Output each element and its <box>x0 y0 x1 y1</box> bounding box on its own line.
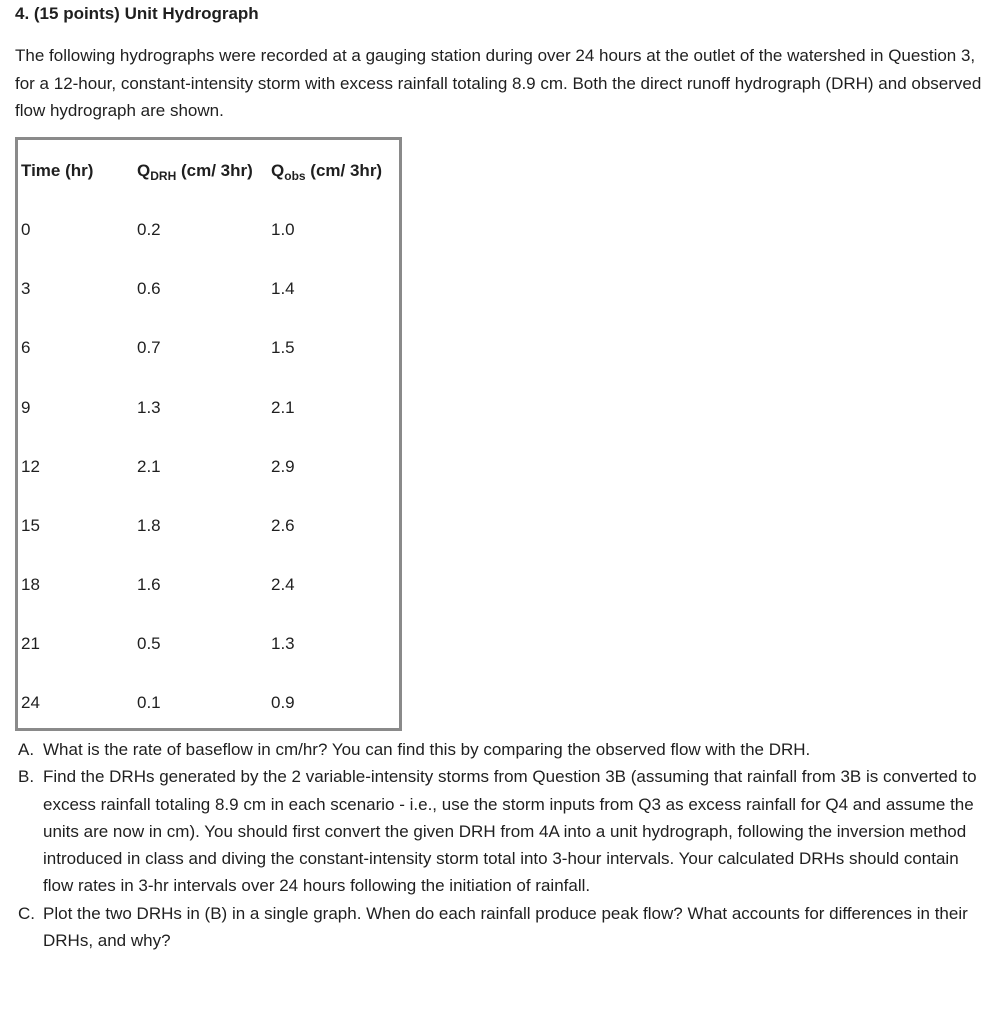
table-row <box>18 693 399 715</box>
question-list <box>15 736 980 954</box>
header-qobs-unit: (cm/ 3hr) <box>305 161 383 180</box>
header-qdrh <box>137 161 253 181</box>
cell-time: 21 <box>21 634 40 653</box>
question-item-c <box>15 900 980 955</box>
question-text: Find the DRHs generated by the 2 variable-intensity storms from Question 3B (assuming that rainfall from 3B is converted to excess rainfall totaling 8.9 cm in each scenario - i.e., use the storm inputs from Q3 as excess rainfall for Q4 and assume the units are now in cm). You should first convert the given DRH from 4A into a unit hydrograph, following the inversion method introduced in class and diving the constant-intensity storm total into 3-hour intervals. Your calculated DRHs should contain flow rates in 3-hr intervals over 24 hours following the initiation of rainfall. <box>43 767 977 896</box>
header-qobs-q: Q <box>271 161 285 180</box>
cell-time: 3 <box>21 279 31 298</box>
cell-qdrh: 1.8 <box>137 516 161 535</box>
header-qdrh-sub: DRH <box>150 169 177 183</box>
table-row <box>18 279 399 301</box>
cell-time: 6 <box>21 338 31 357</box>
cell-qdrh: 0.1 <box>137 693 161 712</box>
cell-time: 12 <box>21 457 40 476</box>
cell-qobs: 1.0 <box>271 220 295 239</box>
header-qobs-sub: obs <box>284 169 306 183</box>
cell-qobs: 0.9 <box>271 693 295 712</box>
header-qdrh-unit: (cm/ 3hr) <box>176 161 253 180</box>
cell-time: 9 <box>21 398 31 417</box>
hydrograph-table <box>15 137 402 731</box>
list-marker: C. <box>18 903 35 923</box>
cell-qobs: 1.5 <box>271 338 295 357</box>
question-heading: 4. (15 points) Unit Hydrograph <box>15 4 259 23</box>
cell-qobs: 2.4 <box>271 575 295 594</box>
table-row <box>18 220 399 242</box>
cell-qdrh: 0.6 <box>137 279 161 298</box>
cell-time: 24 <box>21 693 40 712</box>
list-marker: B. <box>18 767 35 787</box>
table-row <box>18 516 399 538</box>
question-item-b <box>15 763 980 899</box>
table-row <box>18 575 399 597</box>
cell-qdrh: 2.1 <box>137 457 161 476</box>
cell-qobs: 1.3 <box>271 634 295 653</box>
cell-qobs: 2.6 <box>271 516 295 535</box>
cell-qdrh: 1.6 <box>137 575 161 594</box>
cell-time: 18 <box>21 575 40 594</box>
question-text: What is the rate of baseflow in cm/hr? You can find this by comparing the observed flow with the DRH. <box>43 740 811 759</box>
table-row <box>18 457 399 479</box>
cell-qobs: 1.4 <box>271 279 295 298</box>
header-qdrh-q: Q <box>137 161 151 180</box>
cell-qobs: 2.1 <box>271 398 295 417</box>
cell-time: 15 <box>21 516 40 535</box>
cell-qdrh: 0.7 <box>137 338 161 357</box>
cell-time: 0 <box>21 220 31 239</box>
header-time: Time (hr) <box>21 161 94 180</box>
list-marker: A. <box>18 740 35 759</box>
table-row <box>18 634 399 656</box>
cell-qobs: 2.9 <box>271 457 295 476</box>
intro-paragraph: The following hydrographs were recorded at a gauging station during over 24 hours at the outlet of the watershed in Question 3, for a 12-hour, constant-intensity storm with excess rainfall totaling 8.9 cm. Both the direct runoff hydrograph (DRH) and observed flow hydrograph are shown. <box>15 46 982 120</box>
cell-qdrh: 1.3 <box>137 398 161 417</box>
question-item-a <box>15 736 980 763</box>
table-row <box>18 398 399 420</box>
cell-qdrh: 0.5 <box>137 634 161 653</box>
cell-qdrh: 0.2 <box>137 220 161 239</box>
table-row <box>18 338 399 360</box>
question-text: Plot the two DRHs in (B) in a single graph. When do each rainfall produce peak flow? What accounts for differences in their DRHs, and why? <box>43 903 968 951</box>
header-qobs <box>271 161 382 181</box>
